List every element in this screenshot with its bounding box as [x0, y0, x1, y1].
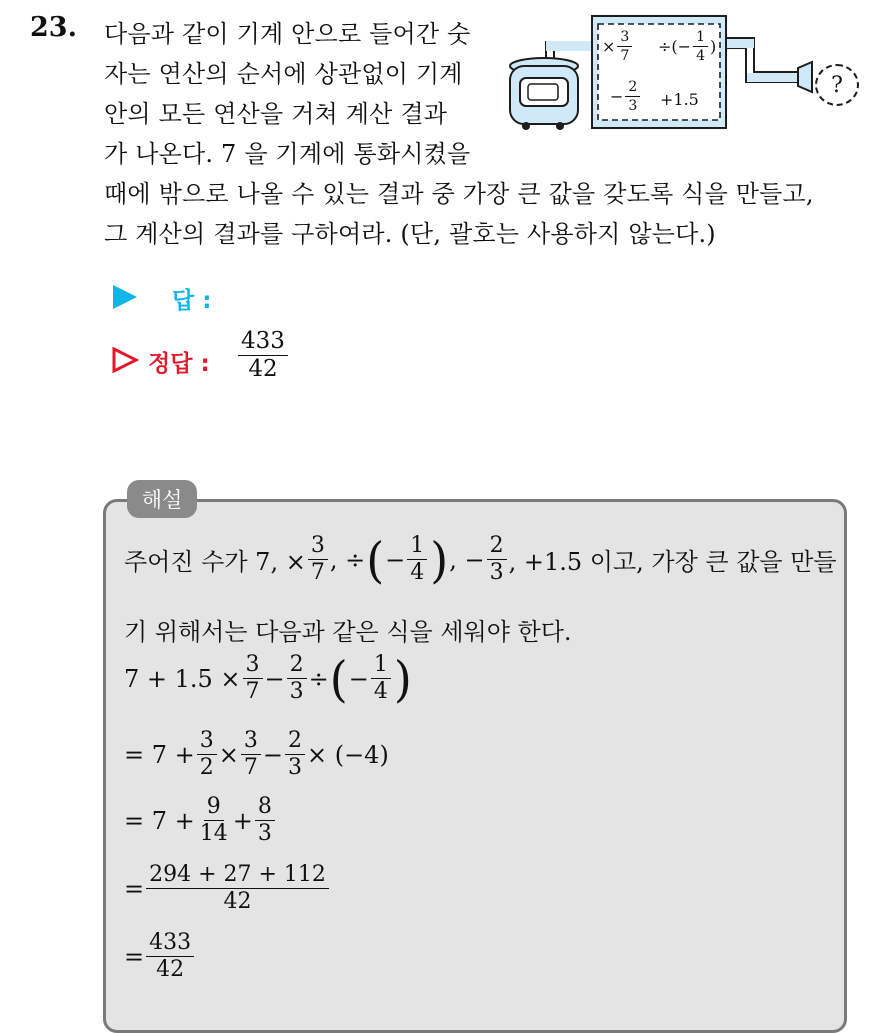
machine-illustration [506, 14, 866, 136]
intro-paren-close: ) [430, 531, 449, 588]
question-line-5: 때에 밖으로 나올 수 있는 결과 중 가장 큰 값을 갖도록 식을 만들고, [104, 180, 814, 208]
play-triangle-icon [110, 282, 140, 312]
step2-fraction-2: $\frac{3}{7}$ [241, 730, 261, 779]
op-div-close: ) [709, 37, 717, 56]
machine-op-plus: +1.5 [660, 90, 699, 109]
step1-neg-sign: − [348, 664, 369, 693]
step3-fraction-1: $\frac{9}{14}$ [199, 794, 228, 846]
answer-label: 답 : [172, 288, 212, 314]
intro-text-b: , ÷ [329, 545, 366, 574]
step4-text-a: = [124, 874, 145, 903]
step5-text-a: = [124, 942, 145, 971]
step3-text-a: = 7 + [124, 806, 195, 835]
intro-fraction-3: $\frac{2}{3}$ [487, 535, 507, 584]
solution-step-4 [124, 864, 331, 913]
intro-text-c: , − [449, 545, 485, 574]
question-line-4: 가 나온다. 7 을 기계에 통화시켰을 [104, 140, 471, 168]
solution-step-3 [124, 796, 277, 845]
machine-op-times [602, 30, 634, 63]
step2-text-b: × [218, 740, 239, 769]
step1-fraction-1: $\frac{3}{7}$ [243, 654, 263, 703]
question-line-6: 그 계산의 결과를 구하여라. (단, 괄호는 사용하지 않는다.) [104, 220, 716, 248]
question-line-1: 다음과 같이 기계 안으로 들어간 숫 [104, 20, 471, 48]
step1-fraction-2: $\frac{2}{3}$ [287, 654, 307, 703]
step1-paren-close: ) [393, 650, 412, 707]
step2-text-a: = 7 + [124, 740, 195, 769]
step2-text-c: − [262, 740, 283, 769]
step4-fraction: $\frac{294 + 27 + 112}{42}$ [146, 864, 329, 913]
solution-step-1 [124, 650, 413, 707]
step2-fraction-1: $\frac{3}{2}$ [197, 730, 217, 779]
op-div-fraction: $\frac{1}{4}$ [693, 30, 708, 63]
step3-fraction-2: $\frac{8}{3}$ [255, 796, 275, 845]
intro-text-a: 주어진 수가 7, × [124, 548, 306, 576]
op-times-sign: × [602, 37, 616, 56]
op-times-fraction: $\frac{3}{7}$ [617, 30, 632, 63]
machine-op-minus [610, 80, 642, 113]
step1-text-c: ÷ [308, 664, 329, 693]
step1-paren-open: ( [329, 650, 348, 707]
solution-tab: 해설 [127, 480, 197, 518]
step2-fraction-3: $\frac{2}{3}$ [285, 730, 305, 779]
step1-text-a: 7 + 1.5 × [124, 664, 241, 693]
correct-answer-fraction: $\frac{433}{42}$ [238, 330, 288, 381]
question-number: 23. [30, 12, 77, 43]
solution-step-2 [124, 730, 389, 779]
correct-answer-label: 정답 : [148, 351, 210, 377]
op-minus-fraction: $\frac{2}{3}$ [625, 80, 640, 113]
step3-text-b: + [232, 806, 253, 835]
intro-paren-open: ( [366, 531, 385, 588]
intro-text-d: , +1.5 이고, 가장 큰 값을 만들 [508, 548, 837, 576]
correct-answer-value [236, 330, 290, 381]
step1-text-b: − [264, 664, 285, 693]
solution-step-5 [124, 932, 196, 981]
intro-neg-sign: − [385, 545, 406, 574]
question-bubble-icon [815, 64, 859, 106]
step2-text-d: × (−4) [306, 740, 389, 769]
question-line-3: 안의 모든 연산을 거쳐 계산 결과 [104, 100, 448, 128]
question-line-2: 자는 연산의 순서에 상관없이 기계 [104, 60, 463, 88]
solution-intro-line-2: 기 위해서는 다음과 같은 식을 세워야 한다. [124, 618, 572, 646]
op-minus-sign: − [610, 87, 624, 106]
step5-fraction: $\frac{433}{42}$ [146, 932, 194, 981]
step1-fraction-3: $\frac{1}{4}$ [371, 654, 391, 703]
intro-fraction-1: $\frac{3}{7}$ [308, 535, 328, 584]
outline-triangle-icon [110, 345, 140, 375]
intro-fraction-2: $\frac{1}{4}$ [407, 535, 427, 584]
solution-intro-line-1 [124, 531, 837, 588]
output-mark: ? [831, 72, 843, 98]
machine-op-div [658, 30, 716, 63]
op-div-sign: ÷(− [658, 37, 692, 56]
